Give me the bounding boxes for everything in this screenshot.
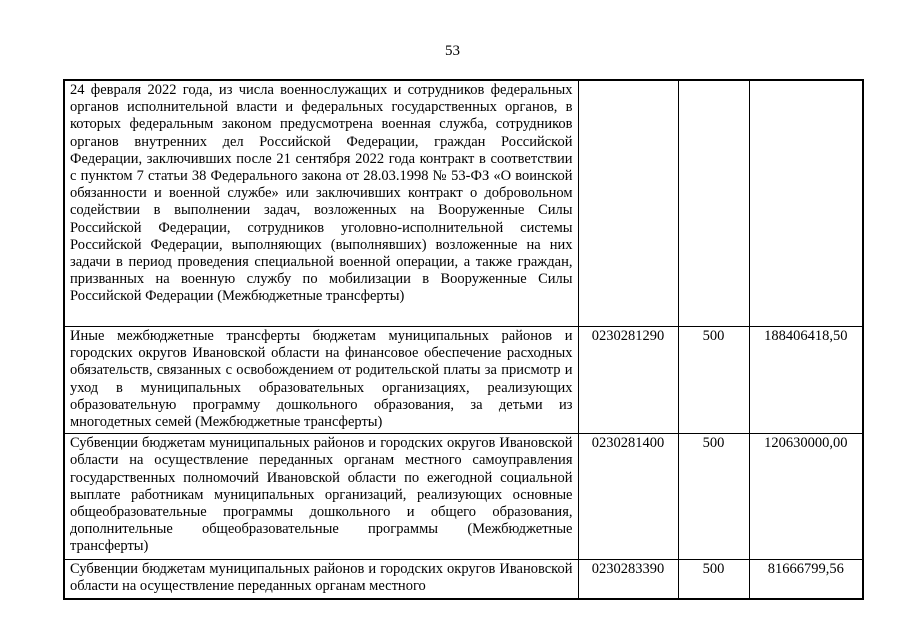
row-amount: 188406418,50	[749, 327, 863, 434]
budget-table	[63, 79, 864, 600]
row-description: Субвенции бюджетам муниципальных районов и городских округов Ивановской области на осуществление переданных органам местного	[64, 560, 578, 599]
row-description: Субвенции бюджетам муниципальных районов и городских округов Ивановской области на осуществление переданных органам местного самоуправления государственных полномочий Ивановской области по ежегодной социальной выплате работникам муниципальных организаций, реализующих основные общеобразовательные программы дошкольного и общего образования, дополнительные общеобразовательные программы (Межбюджетные трансферты)	[64, 434, 578, 560]
row-description: 24 февраля 2022 года, из числа военнослужащих и сотрудников федеральных органов исполнительной власти и федеральных государственных органов, в которых федеральным законом предусмотрена военная служба, сотрудников органов внутренних дел Российской Федерации, граждан Российской Федерации, заключивших после 21 сентября 2022 года контракт в соответствии с пунктом 7 статьи 38 Федерального закона от 28.03.1998 № 53-ФЗ «О воинской обязанности и военной службе» или заключивших контракт о добровольном содействии в выполнении задач, возложенных на Вооруженные Силы Российской Федерации, сотрудников уголовно-исполнительной системы Российской Федерации, выполняющих (выполнявших) возложенные на них задачи в период проведения специальной военной операции, а также граждан, призванных на военную службу по мобилизации в Вооруженные Силы Российской Федерации (Межбюджетные трансферты)	[64, 80, 578, 327]
row-code: 0230281400	[578, 434, 678, 560]
row-description: Иные межбюджетные трансферты бюджетам муниципальных районов и городских округов Ивановской области на финансовое обеспечение расходных обязательств, связанных с освобождением от родительской платы за присмотр и уход в муниципальных образовательных организациях, реализующих образовательную программу дошкольного образования, за детьми из многодетных семей (Межбюджетные трансферты)	[64, 327, 578, 434]
table-row	[64, 434, 863, 560]
table-row	[64, 560, 863, 599]
row-group-code	[678, 80, 749, 327]
row-code: 0230281290	[578, 327, 678, 434]
row-amount: 120630000,00	[749, 434, 863, 560]
page-number: 53	[445, 43, 460, 59]
row-code: 0230283390	[578, 560, 678, 599]
row-group-code: 500	[678, 560, 749, 599]
row-group-code: 500	[678, 327, 749, 434]
row-code	[578, 80, 678, 327]
row-amount	[749, 80, 863, 327]
row-amount: 81666799,56	[749, 560, 863, 599]
table-row	[64, 327, 863, 434]
row-group-code: 500	[678, 434, 749, 560]
table-row	[64, 80, 863, 327]
